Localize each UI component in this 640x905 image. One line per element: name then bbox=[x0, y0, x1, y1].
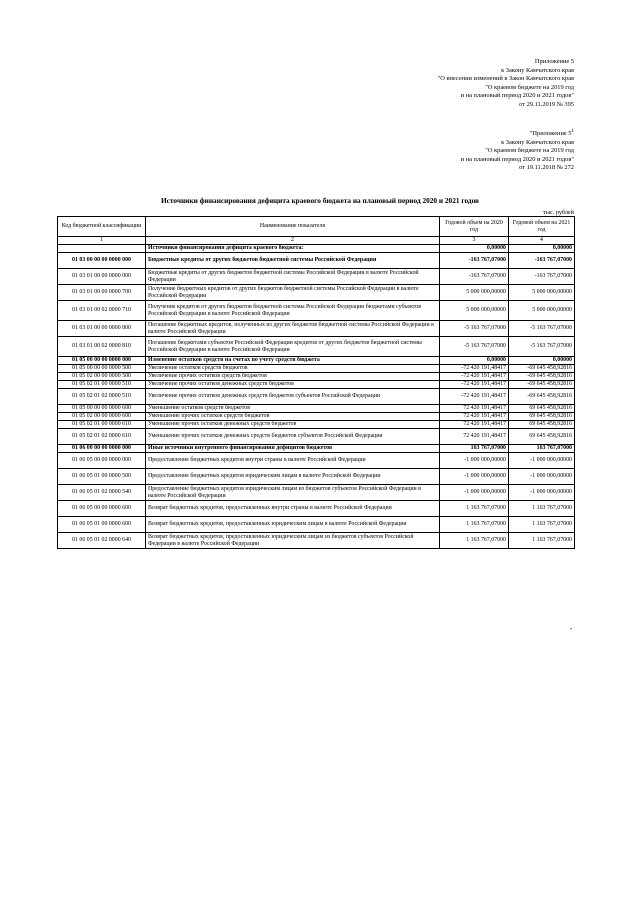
table-row bbox=[58, 269, 575, 285]
table-row bbox=[58, 389, 575, 405]
row-value-2020: 0,00000 bbox=[440, 245, 509, 253]
row-code: 01 03 00 00 00 0000 000 bbox=[58, 253, 146, 269]
column-index: 4 bbox=[509, 237, 575, 245]
row-value-2021: 5 000 000,00000 bbox=[509, 285, 575, 301]
row-code: 01 06 05 01 02 0000 640 bbox=[58, 533, 146, 549]
appendix-label: "Приложение $5^1$ bbox=[529, 128, 574, 137]
table-row bbox=[58, 373, 575, 381]
row-value-2020: -5 163 767,07000 bbox=[440, 337, 509, 357]
closing-quote: " bbox=[570, 628, 573, 634]
table-row bbox=[58, 517, 575, 533]
row-value-2021: 69 645 458,92816 bbox=[509, 429, 575, 445]
row-value-2021: -69 645 458,92816 bbox=[509, 381, 575, 389]
row-value-2020: 72 420 191,48417 bbox=[440, 421, 509, 429]
row-value-2021: 69 645 458,92816 bbox=[509, 421, 575, 429]
header-line: к Закону Камчатского края bbox=[501, 66, 574, 74]
table-row bbox=[58, 405, 575, 413]
appendix-header-current bbox=[438, 58, 574, 110]
row-name: Предоставление бюджетных кредитов внутри страны в валюте Российской Федерации bbox=[146, 453, 440, 469]
row-code: 01 06 05 01 02 0000 540 bbox=[58, 485, 146, 501]
table-row bbox=[58, 253, 575, 269]
row-name: Увеличение остатков средств бюджетов bbox=[146, 365, 440, 373]
row-name: Уменьшение прочих остатков денежных средств бюджетов bbox=[146, 421, 440, 429]
row-value-2020: -72 420 191,48417 bbox=[440, 381, 509, 389]
header-line: и на плановый период 2020 и 2021 годов" bbox=[460, 92, 574, 100]
table-row bbox=[58, 533, 575, 549]
row-name: Бюджетные кредиты от других бюджетов бюджетной системы Российской Федерации bbox=[146, 253, 440, 269]
row-code: 01 05 02 01 00 0000 610 bbox=[58, 421, 146, 429]
table-row bbox=[58, 413, 575, 421]
column-index: 1 bbox=[58, 237, 146, 245]
row-code: 01 05 02 01 00 0000 510 bbox=[58, 381, 146, 389]
row-name: Получение бюджетных кредитов от других бюджетов бюджетной системы Российской Федерации в валюте Российской Федерации bbox=[146, 285, 440, 301]
row-value-2020: -72 420 191,48417 bbox=[440, 389, 509, 405]
table-row bbox=[58, 485, 575, 501]
row-code: 01 03 01 00 00 0000 800 bbox=[58, 321, 146, 337]
row-code: 01 05 00 00 00 0000 000 bbox=[58, 357, 146, 365]
row-value-2021: -1 000 000,00000 bbox=[509, 453, 575, 469]
table-row bbox=[58, 429, 575, 445]
row-value-2021: 5 000 000,00000 bbox=[509, 301, 575, 321]
row-value-2020: 72 420 191,48417 bbox=[440, 405, 509, 413]
row-value-2021: -1 000 000,00000 bbox=[509, 485, 575, 501]
document-title: Источники финансирования дефицита краевого бюджета на плановый период 2020 и 2021 годов bbox=[160, 196, 479, 205]
table-row bbox=[58, 357, 575, 365]
row-name: Предоставление бюджетных кредитов юридическим лицам из бюджетов субъектов Российской Федерации в валюте Российской Федерации bbox=[146, 485, 440, 501]
row-code: 01 05 02 01 02 0000 610 bbox=[58, 429, 146, 445]
row-code: 01 03 01 00 00 0000 700 bbox=[58, 285, 146, 301]
row-name: Погашение бюджетами субъектов Российской Федерации кредитов от других бюджетов бюджетной системы Российской Федерации в валюте Российской Федерации bbox=[146, 337, 440, 357]
column-index: 3 bbox=[440, 237, 509, 245]
row-value-2020: 72 420 191,48417 bbox=[440, 429, 509, 445]
row-value-2020: 1 163 767,07000 bbox=[440, 533, 509, 549]
table-row bbox=[58, 245, 575, 253]
row-value-2020: 1 163 767,07000 bbox=[440, 517, 509, 533]
row-value-2021: 163 767,07000 bbox=[509, 445, 575, 453]
row-code: 01 05 00 00 00 0000 500 bbox=[58, 365, 146, 373]
row-name: Погашение бюджетных кредитов, полученных из других бюджетов бюджетной системы Российской Федерации в валюте Российской Федерации bbox=[146, 321, 440, 337]
row-name: Уменьшение прочих остатков денежных средств бюджетов субъектов Российской Федерации bbox=[146, 429, 440, 445]
header-line: от 19.11.2018 № 272 bbox=[519, 164, 574, 172]
column-header-2020: Годовой объем на 2020 год bbox=[440, 217, 509, 237]
row-name: Увеличение прочих остатков средств бюджетов bbox=[146, 373, 440, 381]
row-value-2021: 69 645 458,92816 bbox=[509, 413, 575, 421]
units-label: тыс. рублей bbox=[543, 209, 574, 216]
row-value-2020: -72 420 191,48417 bbox=[440, 373, 509, 381]
table-row bbox=[58, 381, 575, 389]
row-value-2021: 0,00000 bbox=[509, 357, 575, 365]
row-name: Уменьшение прочих остатков средств бюджетов bbox=[146, 413, 440, 421]
row-code: 01 06 05 01 00 0000 600 bbox=[58, 517, 146, 533]
table-row bbox=[58, 445, 575, 453]
row-value-2021: 0,00000 bbox=[509, 245, 575, 253]
header-line: от 29.11.2019 № 395 bbox=[519, 100, 574, 108]
row-name: Изменение остатков средств на счетах по учету средств бюджета bbox=[146, 357, 440, 365]
header-line: и на плановый период 2020 и 2021 годов" bbox=[460, 155, 574, 163]
row-value-2020: 0,00000 bbox=[440, 357, 509, 365]
row-value-2021: 1 163 767,07000 bbox=[509, 533, 575, 549]
row-value-2021: -5 163 767,07000 bbox=[509, 321, 575, 337]
row-code: 01 06 05 00 00 0000 600 bbox=[58, 501, 146, 517]
row-value-2020: -1 000 000,00000 bbox=[440, 485, 509, 501]
header-line: "О краевом бюджете на 2019 год bbox=[485, 147, 574, 155]
row-code: 01 05 02 00 00 0000 600 bbox=[58, 413, 146, 421]
row-value-2021: -69 645 458,92816 bbox=[509, 389, 575, 405]
column-header-2021: Годовой объем на 2021 год bbox=[509, 217, 575, 237]
row-name: Получение кредитов от других бюджетов бюджетной системы Российской Федерации бюджетами субъектов Российской Федерации в валюте Российской Федерации bbox=[146, 301, 440, 321]
row-value-2020: 72 420 191,48417 bbox=[440, 413, 509, 421]
column-header-name: Наименование показателя bbox=[146, 217, 440, 237]
row-name: Возврат бюджетных кредитов, предоставленных внутри страны в валюте Российской Федерации bbox=[146, 501, 440, 517]
table-row bbox=[58, 285, 575, 301]
table-row bbox=[58, 469, 575, 485]
column-header-code: Код бюджетной классификации bbox=[58, 217, 146, 237]
row-value-2020: -72 420 191,48417 bbox=[440, 365, 509, 373]
table-row bbox=[58, 321, 575, 337]
row-value-2020: -1 000 000,00000 bbox=[440, 453, 509, 469]
row-value-2021: 69 645 458,92816 bbox=[509, 405, 575, 413]
row-name: Возврат бюджетных кредитов, предоставленных юридическим лицам из бюджетов субъектов Российской Федерации в валюте Российской Федерации bbox=[146, 533, 440, 549]
header-line: к Закону Камчатского края bbox=[501, 138, 574, 146]
row-name: Увеличение прочих остатков денежных средств бюджетов субъектов Российской Федерации bbox=[146, 389, 440, 405]
row-value-2020: -163 767,07000 bbox=[440, 253, 509, 269]
row-code: 01 05 02 00 00 0000 500 bbox=[58, 373, 146, 381]
row-value-2021: -5 163 767,07000 bbox=[509, 337, 575, 357]
table-row bbox=[58, 421, 575, 429]
row-value-2020: 5 000 000,00000 bbox=[440, 285, 509, 301]
row-code: 01 06 05 00 00 0000 000 bbox=[58, 453, 146, 469]
header-line: "О внесении изменений в Закон Камчатского края bbox=[437, 75, 574, 83]
row-value-2021: -69 645 458,92816 bbox=[509, 373, 575, 381]
row-code: 01 03 01 00 00 0000 000 bbox=[58, 269, 146, 285]
row-code: 01 03 01 00 02 0000 810 bbox=[58, 337, 146, 357]
appendix-header-previous bbox=[461, 130, 574, 173]
row-value-2021: -163 767,07000 bbox=[509, 269, 575, 285]
row-value-2020: -5 163 767,07000 bbox=[440, 321, 509, 337]
row-value-2021: 1 163 767,07000 bbox=[509, 501, 575, 517]
row-value-2020: -163 767,07000 bbox=[440, 269, 509, 285]
row-value-2020: 163 767,07000 bbox=[440, 445, 509, 453]
table-row bbox=[58, 365, 575, 373]
row-value-2020: 1 163 767,07000 bbox=[440, 501, 509, 517]
row-name: Бюджетные кредиты от других бюджетов бюджетной системы Российской Федерации в валюте Российской Федерации bbox=[146, 269, 440, 285]
table-row bbox=[58, 501, 575, 517]
row-name: Возврат бюджетных кредитов, предоставленных юридическим лицам в валюте Российской Федерации bbox=[146, 517, 440, 533]
row-name: Предоставление бюджетных кредитов юридическим лицам в валюте Российской Федерации bbox=[146, 469, 440, 485]
appendix-label: Приложение 5 bbox=[534, 58, 574, 65]
row-code: 01 06 00 00 00 0000 000 bbox=[58, 445, 146, 453]
row-name: Иные источники внутреннего финансирования дефицитов бюджетов bbox=[146, 445, 440, 453]
row-code bbox=[58, 245, 146, 253]
row-code: 01 03 01 00 02 0000 710 bbox=[58, 301, 146, 321]
table-row bbox=[58, 337, 575, 357]
row-name: Источники финансирования дефицита краевого бюджета: bbox=[146, 245, 440, 253]
row-code: 01 05 02 01 02 0000 510 bbox=[58, 389, 146, 405]
header-line: "О краевом бюджете на 2019 год bbox=[485, 83, 574, 91]
row-code: 01 06 05 01 00 0000 500 bbox=[58, 469, 146, 485]
row-name: Увеличение прочих остатков денежных средств бюджетов bbox=[146, 381, 440, 389]
row-value-2020: 5 000 000,00000 bbox=[440, 301, 509, 321]
table-row bbox=[58, 453, 575, 469]
row-code: 01 05 00 00 00 0000 600 bbox=[58, 405, 146, 413]
column-index: 2 bbox=[146, 237, 440, 245]
row-value-2021: -69 645 458,92816 bbox=[509, 365, 575, 373]
financing-sources-table bbox=[57, 216, 575, 549]
row-value-2021: -163 767,07000 bbox=[509, 253, 575, 269]
row-value-2021: -1 000 000,00000 bbox=[509, 469, 575, 485]
table-row bbox=[58, 301, 575, 321]
row-value-2020: -1 000 000,00000 bbox=[440, 469, 509, 485]
row-name: Уменьшение остатков средств бюджетов bbox=[146, 405, 440, 413]
row-value-2021: 1 163 767,07000 bbox=[509, 517, 575, 533]
